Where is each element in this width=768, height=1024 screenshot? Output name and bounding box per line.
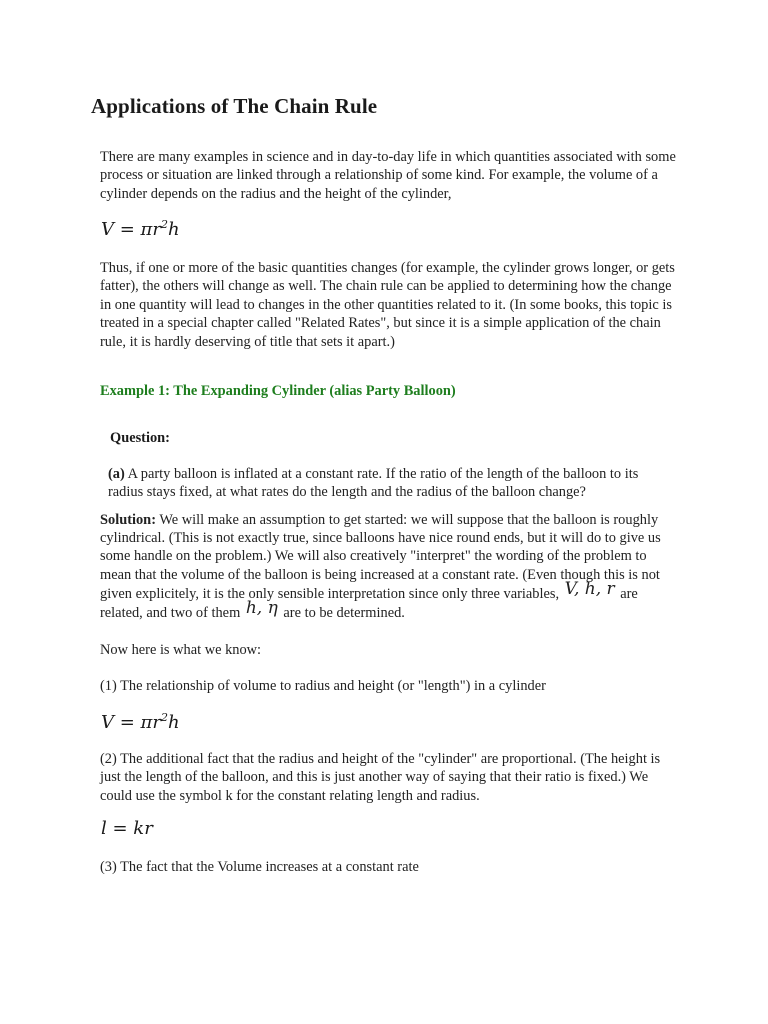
- chain-rule-paragraph: Thus, if one or more of the basic quantities changes (for example, the cylinder grows longer, or gets fatter), the others will change as well. The chain rule can be applied to determining how the change in one quantity will lead to changes in the other quantities related to it. (In some books, this topic is treated in a special chapter called "Related Rates", but since it is a simple application of the chain rule, it is hardly deserving of title that sets it apart.): [100, 260, 675, 350]
- formula-l-lhs: l: [101, 818, 107, 839]
- example-heading: Example 1: The Expanding Cylinder (alias Party Balloon): [100, 383, 456, 399]
- fact-2: (2) The additional fact that the radius and height of the "cylinder" are proportional. (The height is just the length of the balloon, and this is just another way of saying that their ratio is fixed.) We could use the symbol k for the constant relating length and radius.: [100, 751, 661, 804]
- inline-variables: V, h, r: [564, 578, 615, 599]
- solution-mid: are related, and two of them: [100, 585, 638, 622]
- formula-exponent: 2: [160, 711, 168, 724]
- formula-lhs: V: [101, 219, 114, 240]
- solution-end: are to be determined.: [279, 605, 405, 622]
- formula-rhs: πr: [140, 219, 161, 240]
- length-formula: [101, 818, 153, 839]
- solution-paragraph: [100, 511, 680, 622]
- solution-text: We will make an assumption to get started: we will suppose that the balloon is roughly cylindrical. (This is not exactly true, since balloons have nice round ends, but it will do to give us some handle on the problem.) We will also creatively "interpret" the wording of the problem to mean that the volume of the balloon is being increased at a constant rate. (Even though this is not given explicitely, it is the only sensible interpretation since only three variables,: [100, 512, 661, 602]
- intro-paragraph: There are many examples in science and in day-to-day life in which quantities associated with some process or situation are linked through a relationship of some kind. For example, the volume of a cylinder depends on the radius and the height of the cylinder,: [100, 149, 676, 202]
- formula-rhs: πr: [140, 712, 161, 733]
- solution-label: Solution:: [100, 512, 156, 528]
- fact-3: (3) The fact that the Volume increases at a constant rate: [100, 859, 419, 875]
- formula-l-equals: =: [106, 818, 134, 839]
- formula-exponent: 2: [160, 218, 168, 231]
- formula-lhs: V: [101, 712, 114, 733]
- volume-formula: [101, 219, 180, 240]
- question-heading: Question:: [110, 430, 170, 446]
- inline-variables-unknown: h, η: [245, 598, 278, 619]
- question-text: A party balloon is inflated at a constant rate. If the ratio of the length of the balloon to its radius stays fixed, at what rates do the length and the radius of the balloon change?: [108, 466, 639, 501]
- fact-1: (1) The relationship of volume to radius and height (or "length") in a cylinder: [100, 678, 546, 694]
- formula-equals: =: [114, 219, 141, 240]
- now-here-text: Now here is what we know:: [100, 642, 262, 658]
- volume-formula-repeat: [101, 712, 180, 733]
- formula-l-rhs: kr: [133, 818, 153, 839]
- question-paragraph: [108, 465, 668, 502]
- formula-rhs-h: h: [167, 712, 180, 733]
- page-title: Applications of The Chain Rule: [91, 94, 378, 118]
- formula-rhs-h: h: [167, 219, 180, 240]
- question-label: (a): [108, 466, 125, 482]
- formula-equals: =: [114, 712, 141, 733]
